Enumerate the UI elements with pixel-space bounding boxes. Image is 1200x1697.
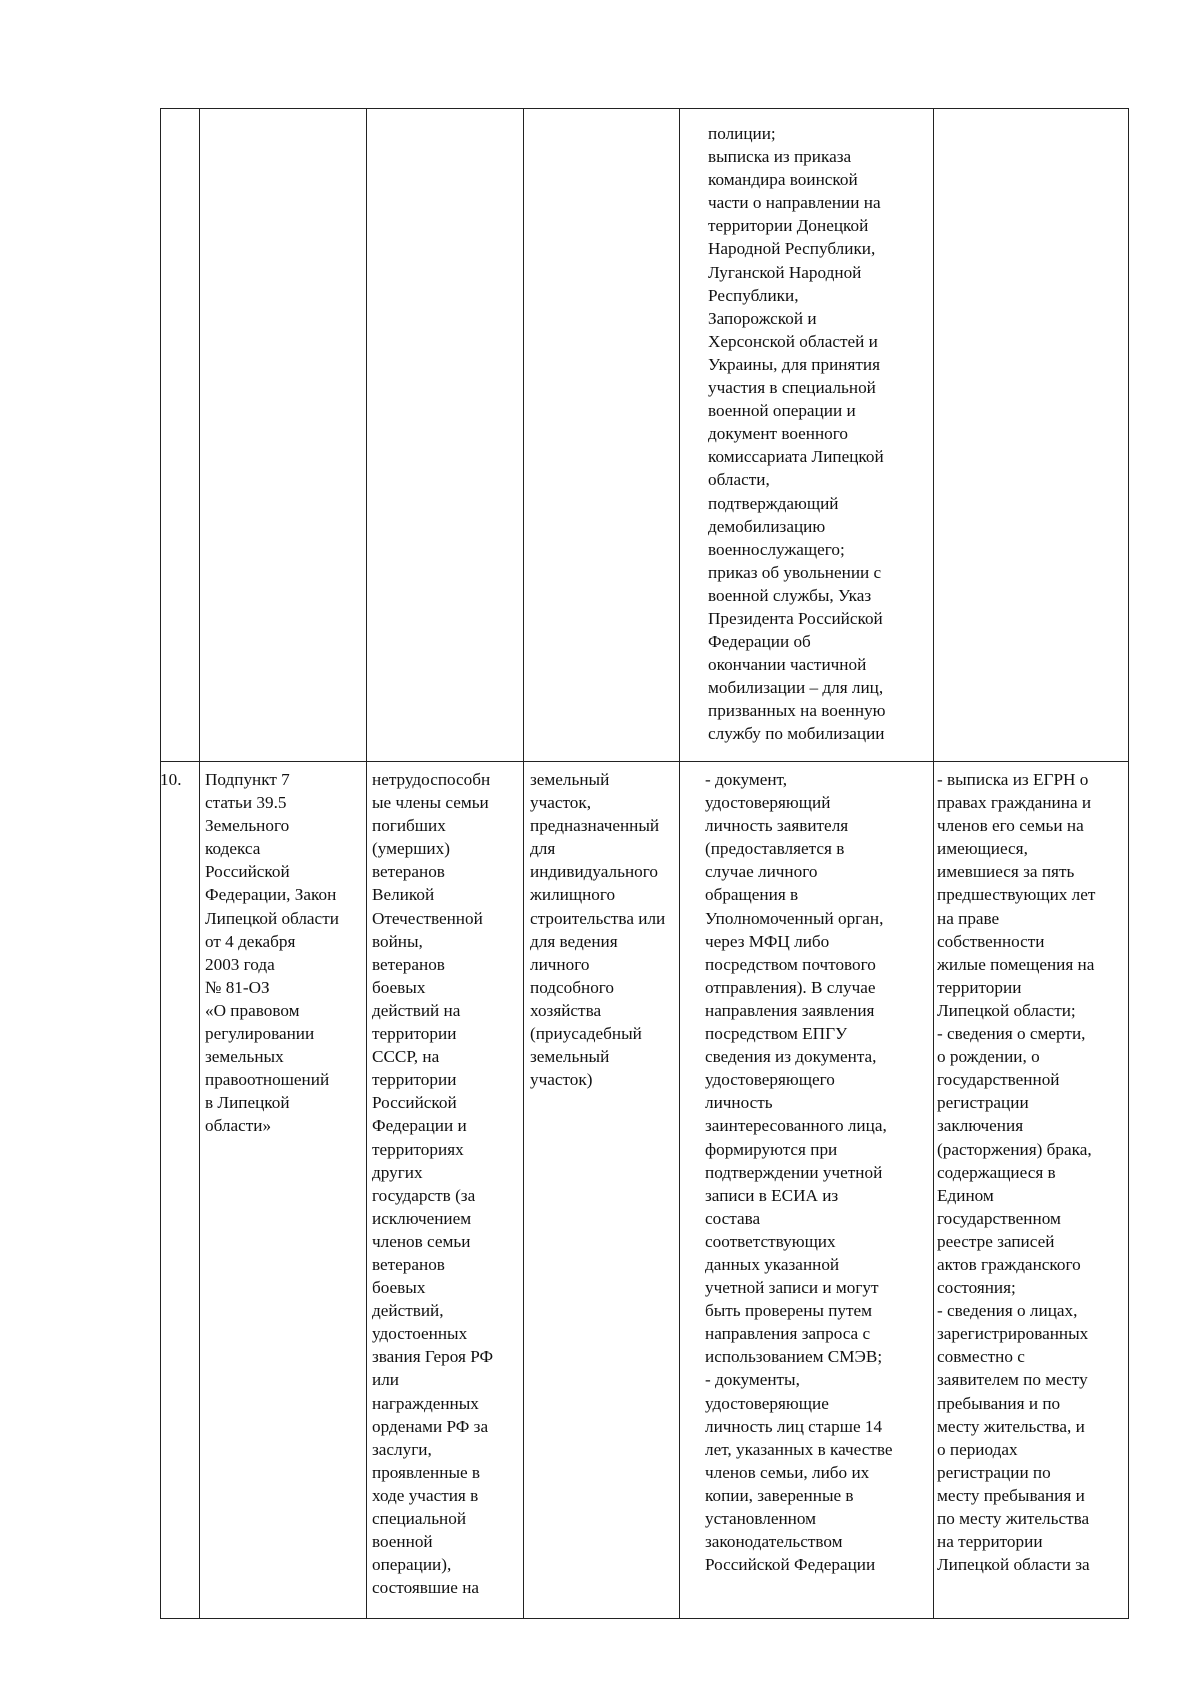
column-divider (679, 109, 680, 1618)
row-divider (161, 761, 1128, 762)
document-table (160, 108, 1129, 1619)
applicant-documents-cell: - документ, удостоверяющий личность заявителя (предоставляется в случае личного обращения в Уполномоченный орган, через МФЦ либо посредством почтового отправления). В случае направления заявления посредством ЕПГУ сведения из документа, удостоверяющего личность заинтересованного лица, формируются при подтверждении учетной записи в ЕСИА из состава соответствующих данных указанной учетной записи и могут быть проверены путем направления запроса с использованием СМЭВ; - документы, удостоверяющие личность лиц старше 14 лет, указанных в качестве членов семьи, либо их копии, заверенные в установленном законодательством Российской Федерации (705, 770, 893, 1575)
requested-documents-cell: - выписка из ЕГРН о правах гражданина и членов его семьи на имеющиеся, имевшиеся за пять предшествующих лет на праве собственности жилые помещения на территории Липецкой области; - сведения о смерти, о рождении, о государственной регистрации заключения (расторжения) брака, содержащиеся в Едином государственном реестре записей актов гражданского состояния; - сведения о лицах, зарегистрированных совместно с заявителем по месту пребывания и по месту жительства, и о периодах регистрации по месту пребывания и по месту жительства на территории Липецкой области за (937, 770, 1096, 1575)
row-number: 10. (160, 770, 182, 789)
column-divider (199, 109, 200, 1618)
land-plot-cell: земельный участок, предназначенный для индивидуального жилищного строительства или для ведения личного подсобного хозяйства (приусадебный земельный участок) (530, 770, 666, 1090)
applicants-cell: нетрудоспособн ые члены семьи погибших (умерших) ветеранов Великой Отечественной войны, ветеранов боевых действий на территории СССР, на территории Российской Федерации и территориях других государств (за исключением членов семьи ветеранов боевых действий, удостоенных звания Героя РФ или награжденных орденами РФ за заслуги, проявленные в ходе участия в специальной военной операции), состоявшие на (372, 770, 494, 1598)
prev-row-documents-cell: полиции; выписка из приказа командира воинской части о направлении на территории Донецкой Народной Республики, Луганской Народной Республики, Запорожской и Херсонской областей и Украины, для принятия участия в специальной военной операции и документ военного комиссариата Липецкой области, подтверждающий демобилизацию военнослужащего; приказ об увольнении с военной службы, Указ Президента Российской Федерации об окончании частичной мобилизации – для лиц, призванных на военную службу по мобилизации (708, 124, 886, 744)
column-divider (523, 109, 524, 1618)
column-divider (933, 109, 934, 1618)
legal-basis-cell: Подпункт 7 статьи 39.5 Земельного кодекса Российской Федерации, Закон Липецкой области от 4 декабря 2003 года № 81-ОЗ «О правовом регулировании земельных правоотношений в Липецкой области» (205, 770, 339, 1136)
column-divider (366, 109, 367, 1618)
